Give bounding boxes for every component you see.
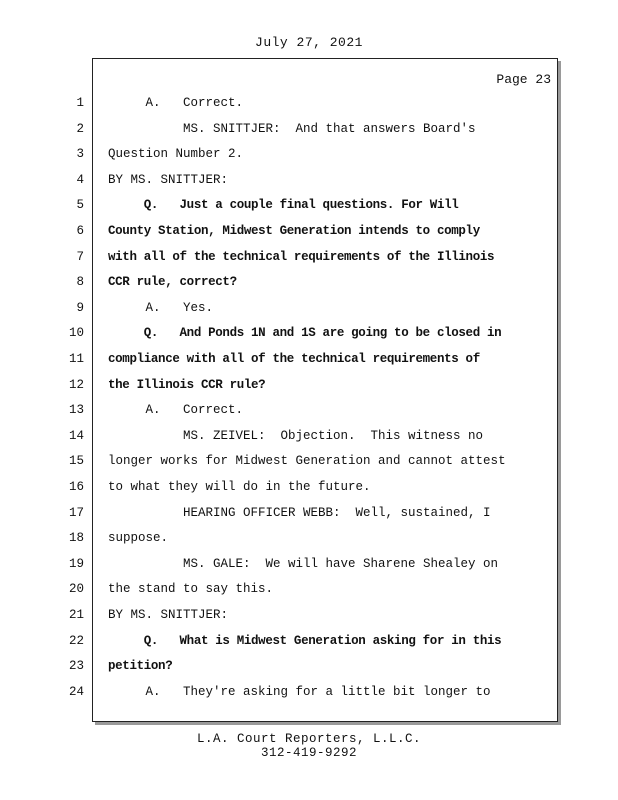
transcript-line: to what they will do in the future.	[108, 480, 371, 494]
transcript-line: Question Number 2.	[108, 147, 244, 161]
line-number: 24	[68, 685, 84, 699]
transcript-line: BY MS. SNITTJER:	[108, 173, 229, 187]
line-number: 8	[76, 275, 84, 289]
transcript-line: the stand to say this.	[108, 582, 274, 596]
line-number: 5	[76, 198, 84, 212]
line-number: 3	[76, 147, 84, 161]
line-number: 1	[76, 96, 84, 110]
footer-company: L.A. Court Reporters, L.L.C.	[196, 732, 422, 746]
line-number: 20	[68, 582, 84, 596]
transcript-line: A. Correct.	[108, 403, 244, 417]
line-number: 12	[68, 378, 84, 392]
line-number: 4	[76, 173, 84, 187]
transcript-line: MS. SNITTJER: And that answers Board's	[108, 122, 476, 136]
transcript-line: with all of the technical requirements of the Illinois	[108, 250, 495, 264]
transcript-line: MS. ZEIVEL: Objection. This witness no	[108, 429, 484, 443]
line-number: 2	[76, 122, 84, 136]
line-number: 21	[68, 608, 84, 622]
line-number: 9	[76, 301, 84, 315]
line-number: 18	[68, 531, 84, 545]
line-number: 10	[68, 326, 84, 340]
transcript-line: BY MS. SNITTJER:	[108, 608, 229, 622]
transcript-line: HEARING OFFICER WEBB: Well, sustained, I	[108, 506, 491, 520]
line-number: 22	[68, 634, 84, 648]
transcript-line: Q. Just a couple final questions. For Will	[108, 198, 459, 212]
transcript-line: petition?	[108, 659, 173, 673]
page-number: Page 23	[496, 72, 551, 87]
line-number: 19	[68, 557, 84, 571]
transcript-line: County Station, Midwest Generation intends to comply	[108, 224, 480, 238]
transcript-line: compliance with all of the technical requirements of	[108, 352, 480, 366]
transcript-line: longer works for Midwest Generation and cannot attest	[108, 454, 506, 468]
line-number: 15	[68, 454, 84, 468]
transcript-line: A. Yes.	[108, 301, 214, 315]
line-number: 17	[68, 506, 84, 520]
line-number: 14	[68, 429, 84, 443]
line-number: 23	[68, 659, 84, 673]
transcript-line: A. Correct.	[108, 96, 244, 110]
transcript-line: CCR rule, correct?	[108, 275, 237, 289]
line-number: 16	[68, 480, 84, 494]
line-number: 13	[68, 403, 84, 417]
transcript-line: Q. And Ponds 1N and 1S are going to be closed in	[108, 326, 502, 340]
footer-phone: 312-419-9292	[260, 746, 357, 760]
footer	[0, 732, 618, 760]
transcript-line: suppose.	[108, 531, 169, 545]
transcript-line: A. They're asking for a little bit longer to	[108, 685, 491, 699]
line-number: 6	[76, 224, 84, 238]
transcript-line: Q. What is Midwest Generation asking for in this	[108, 634, 502, 648]
transcript-line: MS. GALE: We will have Sharene Shealey on	[108, 557, 499, 571]
header-date: July 27, 2021	[255, 35, 363, 50]
line-number: 11	[68, 352, 84, 366]
line-number: 7	[76, 250, 84, 264]
transcript-line: the Illinois CCR rule?	[108, 378, 266, 392]
